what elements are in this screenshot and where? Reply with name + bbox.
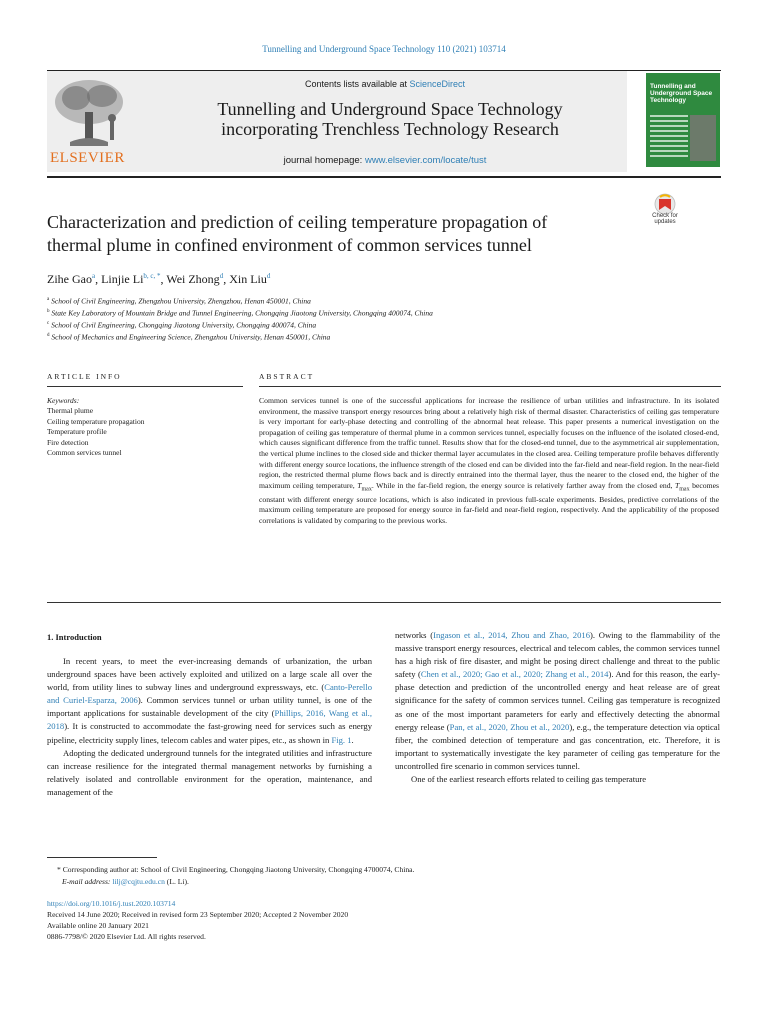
keyword-item: Ceiling temperature propagation	[47, 416, 145, 426]
homepage-link[interactable]: www.elsevier.com/locate/tust	[364, 155, 487, 166]
affiliation-item: $^c$ School of Civil Engineering, Chongqing Jiaotong University, Chongqing 400074, China	[47, 320, 317, 330]
keyword-item: Temperature profile	[47, 427, 107, 437]
author-name[interactable]: Zihe Gao	[47, 272, 92, 286]
received-dates: Received 14 June 2020; Received in revised form 23 September 2020; Accepted 2 November 2020	[47, 910, 349, 919]
body-paragraph: Adopting the dedicated underground tunnels for the integrated utilities and infrastructure can increase resilience for the integrated thermal management networks by furnishing a relatively isolated and controllable environment for the operation, maintenance, and management of the	[47, 747, 372, 797]
elsevier-tree-logo-icon	[50, 76, 128, 148]
journal-citation[interactable]: Tunnelling and Underground Space Technology 110 (2021) 103714	[262, 44, 506, 54]
sciencedirect-link[interactable]: ScienceDirect	[409, 79, 466, 89]
keyword-item: Common services tunnel	[47, 448, 122, 458]
author-name[interactable]: Wei Zhong	[166, 272, 220, 286]
cover-tunnel-image	[690, 115, 716, 161]
article-title	[47, 211, 627, 257]
journal-title-line1: Tunnelling and Underground Space Technology	[217, 99, 563, 119]
email-note: E-mail address: lilj@cqjtu.edu.cn (L. Li).	[62, 877, 189, 886]
available-online: Available online 20 January 2021	[47, 921, 149, 930]
copyright: 0886-7798/© 2020 Elsevier Ltd. All rights reserved.	[47, 932, 206, 941]
author-affil-sup[interactable]: d	[266, 272, 271, 280]
body-column-left	[47, 655, 372, 799]
author-list: Zihe Gao$^a$, Linjie $Li^{b, c, *}$, Wei Zhong$^d$, Xin Liu$^d$	[47, 272, 271, 286]
body-column-right	[395, 629, 720, 786]
figure-link[interactable]: Fig. 1	[331, 734, 352, 745]
journal-title-line2: incorporating Trenchless Technology Research	[221, 119, 559, 139]
footnote-rule	[47, 857, 157, 858]
corresponding-author-note: * Corresponding author at: School of Civil Engineering, Chongqing Jiaotong University, Chongqing 4700074, China.	[57, 865, 415, 874]
cover-title: Tunnelling and Underground Space Technology	[650, 83, 713, 104]
body-paragraph: networks (Ingason et al., 2014, Zhou and Zhao, 2016). Owing to the flammability of the massive transport energy resources, electrical and telecom cables, the common services tunnel has a high risk of fire disaster, and might be posing direct challenge and threat to the public safety (Chen et al., 2020; Gao et al., 2020; Zhang et al., 2014). And for this reason, the early-phase detection and prediction of the uncontrolled energy and heat release are of great significance for the safety of common services tunnel. Ceiling gas temperature is recognized as one of the most important parameters for early and effectively detecting the abnormal energy release (Pan, et al., 2020, Zhou et al., 2020), e.g., the temperature detection via optical fiber, the combined detection of temperature and gas concentration, etc. Therefore, it is important to systematically investigate the key parameter of ceiling gas temperature for the uncontrolled fire scenario in common services tunnel.	[395, 630, 721, 771]
author-affil-sup[interactable]: a	[91, 272, 96, 280]
contents-prefix: Contents lists available at	[304, 79, 410, 89]
affiliation-item: $^a$ School of Civil Engineering, Zhengzhou University, Zhengzhou, Henan 450001, China	[47, 296, 311, 306]
keyword-item: Thermal plume	[47, 406, 94, 415]
citation-link[interactable]: Chen et al., 2020; Gao et al., 2020; Zhang et al., 2014	[420, 669, 609, 680]
email-link[interactable]: lilj@cqjtu.edu.cn	[112, 877, 165, 886]
masthead-top-rule	[47, 70, 721, 71]
author-affil-sup[interactable]: b, c, *	[143, 272, 161, 280]
abstract-bottom-rule	[47, 602, 721, 603]
body-paragraph: In recent years, to meet the ever-increasing demands of urbanization, the urban underground spaces have been actively exploited and utilized on a large scale all over the world, from utility lines to subway lines and underground expressways, etc. (Canto-Perello and Curiel-Esparza, 2006). Common services tunnel or urban utility tunnel, is one of the important applications for sustainable development of the city (Phillips, 2016, Wang et al., 2018). It is constructed to accommodate the fast-growing need for services such as energy pipeline, electricity supply lines, telecom cables and water pipes, etc., as shown in Fig. 1.	[47, 656, 372, 745]
section-heading-introduction: 1. Introduction	[47, 632, 102, 642]
author-affil-sup[interactable]: d	[219, 272, 224, 280]
journal-homepage-line	[190, 155, 580, 166]
homepage-prefix: journal homepage:	[283, 155, 365, 166]
article-title-line1: Characterization and prediction of ceiling temperature propagation of	[47, 212, 548, 232]
body-paragraph: One of the earliest research efforts related to ceiling gas temperature	[411, 774, 647, 785]
citation-link[interactable]: Ingason et al., 2014, Zhou and Zhao, 2016	[433, 630, 590, 640]
article-title-line2: thermal plume in confined environment of common services tunnel	[47, 235, 532, 255]
journal-title	[160, 99, 620, 139]
article-info-rule	[47, 386, 243, 387]
keyword-list	[47, 406, 144, 459]
publication-info	[47, 898, 547, 942]
keywords-label: Keywords:	[47, 396, 80, 405]
author-name[interactable]: Xin Liu	[229, 272, 267, 286]
abstract-heading: ABSTRACT	[259, 372, 315, 381]
affiliation-item: $^b$ State Key Laboratory of Mountain Bridge and Tunnel Engineering, Chongqing Jiaotong University, Chongqing 400074, China	[47, 308, 433, 318]
abstract-text: Common services tunnel is one of the successful applications for increase the resilience of urban utilities and infrastructure. In its isolated environment, the massive transport energy resources bring about a relatively high risk of thermal disaster. Characteristics of ceiling gas temperature is very important for early-phase detecting and controlling of the abnormal heat release. This paper presents a numerical investigation on the propagation of ceiling gas temperature of thermal plume in a common services tunnel, especially focuses on the influence of the isolated closed-end, which causes significant difference from the traffic tunnel. Results show that for the closed-end tunnel, due to the asymmetrical air supplementation, the vertical plume inclines to the closed side and thicker thermal layer accumulates in the closed area. Ceiling temperature profile behaves differently with different energy source locations, the influence strength of the closed end can be divided into the far-field and near-field region. In the near-field region, the restricted thermal plume flows back and is directly entrained into the thermal layer, thus the nearer to the closed end, the higher of the maximum ceiling temperature, $T_{max}$. While in the far-field region, the energy source is relatively farther away from the closed end, $T_{max}$ becomes constant with different energy source locations, which is also indicated in previous full-scale experiments. Besides, predictive correlations of the maximum ceiling temperature are proposed for energy source in far-field and near-field region, respectively. And the applicability of the proposed correlations is validated by comparing to the previous works.	[259, 396, 719, 526]
affiliation-list	[47, 295, 667, 343]
abstract-rule	[259, 386, 721, 387]
contents-line	[190, 79, 580, 89]
masthead-bottom-rule	[47, 176, 721, 178]
citation-link[interactable]: Phillips, 2016, Wang et al., 2018	[47, 708, 372, 732]
journal-cover-thumbnail[interactable]	[646, 73, 720, 167]
cover-contents-lines	[650, 115, 688, 160]
citation-link[interactable]: Canto-Perello and Curiel-Esparza, 2006	[47, 682, 372, 706]
author-name[interactable]: Linjie Li	[101, 272, 144, 286]
publisher-logo-text[interactable]: ELSEVIER	[50, 150, 125, 166]
affiliation-item: $^d$ School of Mechanics and Engineering Science, Zhengzhou University, Henan 450001, China	[47, 332, 331, 342]
article-info-heading: ARTICLE INFO	[47, 372, 122, 381]
citation-link[interactable]: Pan, et al., 2020, Zhou et al., 2020	[449, 721, 570, 732]
doi-link[interactable]: https://doi.org/10.1016/j.tust.2020.103714	[47, 899, 176, 908]
check-for-updates-label[interactable]: Check for updates	[652, 213, 678, 225]
keyword-item: Fire detection	[47, 437, 89, 447]
